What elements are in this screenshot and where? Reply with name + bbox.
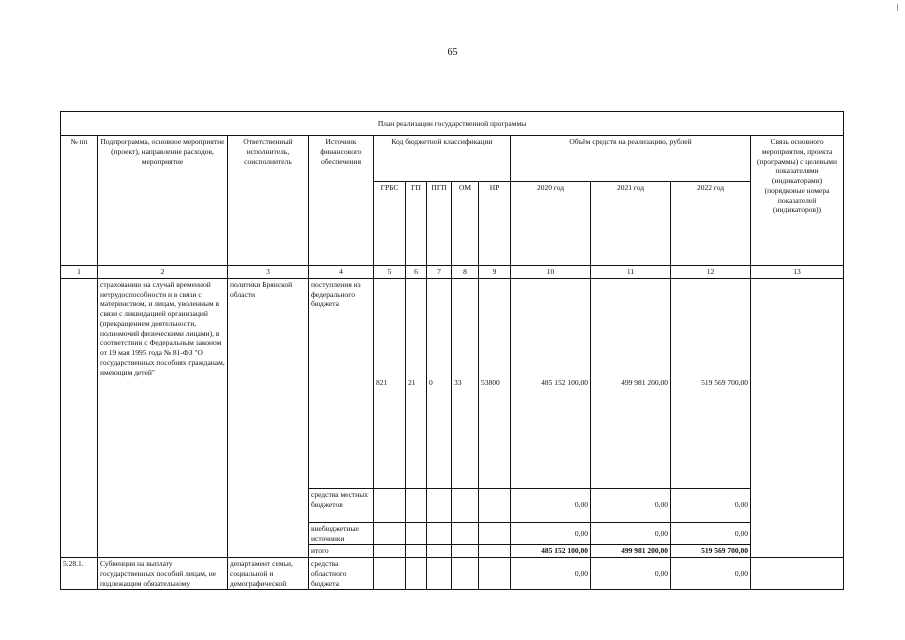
cell-2021: 0,00 (591, 558, 671, 590)
cell-2022: 519 569 700,00 (671, 278, 751, 488)
cell-2022: 519 569 700,00 (671, 545, 751, 558)
cell-gp: 21 (406, 278, 427, 488)
column-number: 10 (511, 266, 591, 279)
row-description: Субвенции на выплату государственных пособий лицам, не подлежащим обязательному (98, 558, 228, 590)
program-plan-table (60, 111, 844, 590)
cell-pgp (427, 488, 452, 522)
header-om: ОМ (452, 182, 479, 266)
cell-2020: 0,00 (511, 488, 591, 522)
cell-grbs (374, 558, 406, 590)
cell-2020: 485 152 100,00 (511, 545, 591, 558)
cell-om (452, 558, 479, 590)
column-number: 2 (98, 266, 228, 279)
header-executor: Ответственный исполнитель, соисполнитель (228, 136, 309, 266)
header-pgp: ПГП (427, 182, 452, 266)
table-title: План реализации государственной программы (61, 112, 844, 136)
cell-om (452, 545, 479, 558)
cell-om: 33 (452, 278, 479, 488)
row-executor: департамент семьи, социальной и демографической (228, 558, 309, 590)
header-gp: ГП (406, 182, 427, 266)
column-number: 13 (751, 266, 844, 279)
header-volume: Объём средств на реализацию, рублей (511, 136, 751, 182)
column-number: 4 (309, 266, 374, 279)
cell-2022: 0,00 (671, 488, 751, 522)
column-number: 6 (406, 266, 427, 279)
cell-grbs: 821 (374, 278, 406, 488)
header-2022: 2022 год (671, 182, 751, 266)
header-2021: 2021 год (591, 182, 671, 266)
source-label: внебюджетные источники (309, 522, 374, 545)
cell-2021: 0,00 (591, 488, 671, 522)
cell-pgp (427, 522, 452, 545)
cell-gp (406, 488, 427, 522)
column-number: 11 (591, 266, 671, 279)
source-label: итого (309, 545, 374, 558)
column-number: 3 (228, 266, 309, 279)
cell-pgp: 0 (427, 278, 452, 488)
cell-2022: 0,00 (671, 558, 751, 590)
cell-2021: 0,00 (591, 522, 671, 545)
header-grbs: ГРБС (374, 182, 406, 266)
column-number: 12 (671, 266, 751, 279)
header-nr: НР (479, 182, 511, 266)
column-number: 9 (479, 266, 511, 279)
header-num: № пп (61, 136, 98, 266)
cell-nr: 53800 (479, 278, 511, 488)
cell-2020: 485 152 100,00 (511, 278, 591, 488)
cell-om (452, 522, 479, 545)
source-label: поступления из федерального бюджета (309, 278, 374, 488)
source-label: средства областного бюджета (309, 558, 374, 590)
column-number: 5 (374, 266, 406, 279)
header-2020: 2020 год (511, 182, 591, 266)
cell-gp (406, 558, 427, 590)
scan-edge-mark (897, 4, 898, 11)
row-description: страхованию на случай временной нетрудоспособности и в связи с материнством, и лицам, уволенным в связи с ликвидацией организаций (прекращением деятельности, полномочий физическими лицами), в соответствии с Федеральным законом от 19 мая 1995 года № 81-ФЗ "О государственных пособиях гражданам, имеющим детей" (98, 278, 228, 557)
cell-pgp (427, 545, 452, 558)
header-subprogram: Подпрограмма, основное мероприятие (проект), направление расходов, мероприятие (98, 136, 228, 266)
cell-2020: 0,00 (511, 558, 591, 590)
header-source: Источник финансового обеспечения (309, 136, 374, 266)
cell-grbs (374, 545, 406, 558)
cell-2022: 0,00 (671, 522, 751, 545)
column-number: 8 (452, 266, 479, 279)
cell-nr (479, 488, 511, 522)
header-budget-code: Код бюджетной классификации (374, 136, 511, 182)
row-link (751, 278, 844, 557)
cell-gp (406, 522, 427, 545)
row-link (751, 558, 844, 590)
table-row (61, 558, 844, 590)
column-number: 7 (427, 266, 452, 279)
cell-om (452, 488, 479, 522)
cell-nr (479, 545, 511, 558)
column-number: 1 (61, 266, 98, 279)
cell-2020: 0,00 (511, 522, 591, 545)
row-num (61, 278, 98, 557)
cell-nr (479, 558, 511, 590)
cell-grbs (374, 488, 406, 522)
row-executor: политики Брянской области (228, 278, 309, 557)
header-link: Связь основного мероприятия, проекта (программы) с целевыми показателями (индикаторами) (порядковые номера показателей (индикаторов)) (751, 136, 844, 266)
page-number: 65 (447, 47, 458, 58)
cell-pgp (427, 558, 452, 590)
cell-2021: 499 981 200,00 (591, 545, 671, 558)
row-num: 5.28.1. (61, 558, 98, 590)
source-label: средства местных бюджетов (309, 488, 374, 522)
cell-grbs (374, 522, 406, 545)
cell-2021: 499 981 200,00 (591, 278, 671, 488)
table-row (61, 278, 844, 488)
cell-gp (406, 545, 427, 558)
cell-nr (479, 522, 511, 545)
